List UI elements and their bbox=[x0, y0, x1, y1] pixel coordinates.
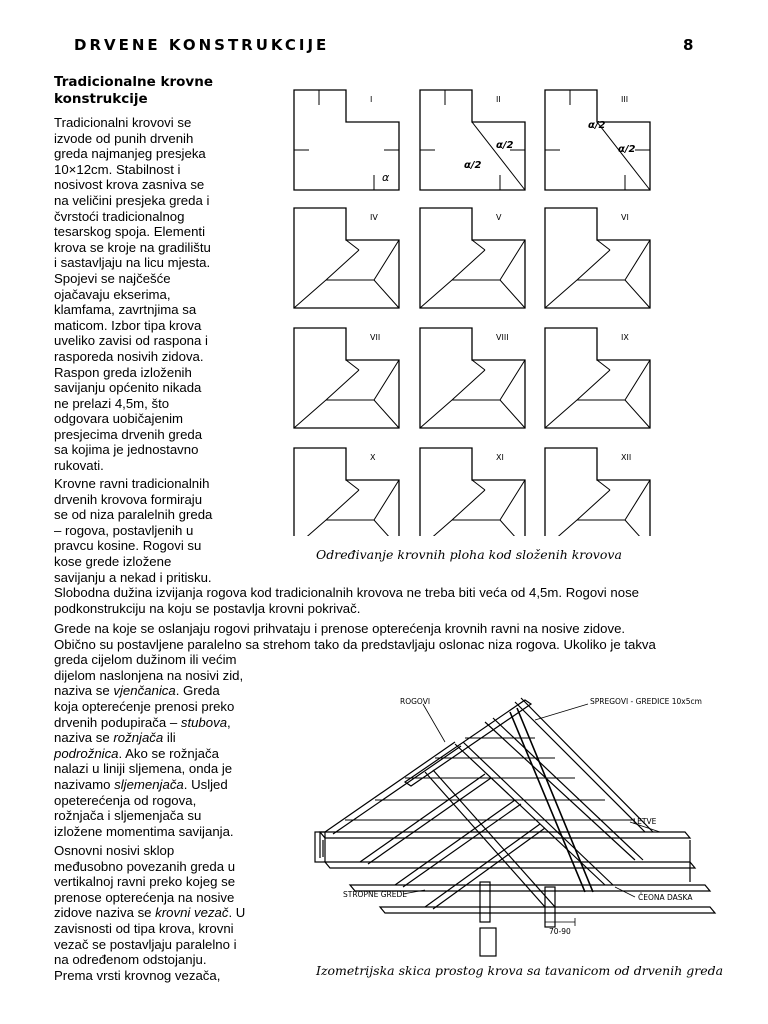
text-line: Spojevi se najčešće bbox=[54, 270, 171, 286]
half-angle-label: α/2 bbox=[464, 160, 482, 171]
hip-lines bbox=[545, 480, 650, 536]
plan-label: VII bbox=[370, 333, 381, 342]
plan-outline bbox=[545, 328, 650, 428]
text-line: savijanju općenito nikada bbox=[54, 380, 202, 396]
text-line: Prema vrsti krovnog vezača, bbox=[54, 967, 221, 983]
text-line: na određenom odstojanju. bbox=[54, 952, 207, 968]
text-line: rasporeda nosivih zidova. bbox=[54, 348, 204, 364]
text-line: Slobodna dužina izvijanja rogova kod tradicionalnih krovova ne treba biti veća od 4,5m. Rogovi nose bbox=[54, 585, 640, 601]
plan-outline bbox=[294, 328, 399, 428]
text-line: maticom. Izbor tipa krova bbox=[54, 317, 202, 333]
plan-outline bbox=[545, 90, 650, 190]
text-line: Krovne ravni tradicionalnih bbox=[54, 476, 210, 491]
plan-label: XII bbox=[621, 453, 632, 462]
roof-plan-V bbox=[420, 208, 525, 308]
plan-outline bbox=[545, 448, 650, 536]
label-rafters: ROGOVI bbox=[400, 697, 431, 706]
section-title: Tradicionalne krovne konstrukcije bbox=[54, 74, 213, 107]
text-line: savijanju a nekad i pritisku. bbox=[54, 569, 212, 585]
valley-line bbox=[597, 240, 610, 250]
text-line: opeterećenja od rogova, bbox=[54, 792, 197, 808]
text-line: podkonstrukciju na koju se postavlja krovni pokrivač. bbox=[54, 600, 361, 616]
text-line: kose grede izložene bbox=[54, 553, 172, 569]
plan-label: IV bbox=[370, 213, 378, 222]
text-line: Obično su postavljene paralelno sa strehom tako da predstavljaju oslonac niza rogova. Ukoliko je takva bbox=[54, 636, 656, 652]
half-angle-label: α/2 bbox=[588, 120, 606, 131]
text-line: krova se kroje na gradilištu bbox=[54, 239, 211, 255]
text-line: presjecima drvenih greda bbox=[54, 426, 203, 442]
text-line: ne prelazi 4,5m, što bbox=[54, 395, 170, 411]
text-line: Grede na koje se oslanjaju rogovi prihvataju i prenose opterećenja krovnih ravni na nosive zidove. bbox=[54, 621, 626, 636]
bisector-line bbox=[597, 122, 650, 190]
valley-line bbox=[472, 480, 485, 490]
text-line: tesarskog spoja. Elementi bbox=[54, 224, 205, 240]
roof-plan-III bbox=[545, 90, 650, 190]
plan-label: X bbox=[370, 453, 376, 462]
text-line: greda najmanjeg presjeka bbox=[54, 146, 206, 162]
label-battens: LETVE bbox=[633, 817, 657, 826]
text-line: vertikalnoj ravni preko kojeg se bbox=[54, 874, 236, 890]
ridge-beam bbox=[405, 700, 531, 786]
text-line: rožnjača i sljemenjača su bbox=[54, 808, 202, 824]
label-dimension: 70-90 bbox=[549, 927, 571, 936]
text-line: pravcu kosine. Rogovi su bbox=[54, 538, 202, 554]
bisector-line bbox=[472, 122, 525, 190]
plan-outline bbox=[420, 328, 525, 428]
roof-plan-XI bbox=[420, 448, 525, 536]
text-line: prenose opterećenja na nosive bbox=[54, 889, 235, 905]
text-line: naziva se rožnjača ili bbox=[54, 730, 176, 746]
paragraph-1 bbox=[54, 115, 254, 474]
plan-outline bbox=[420, 208, 525, 308]
text-line: koja opterećenje prenosi preko bbox=[54, 698, 235, 714]
plan-label: IX bbox=[621, 333, 629, 342]
text-line: podrožnica. Ako se rožnjača bbox=[54, 745, 219, 761]
text-line: vezač se postavljaju paralelno i bbox=[54, 936, 237, 952]
valley-line bbox=[472, 360, 485, 370]
text-line: sa kojima je jednostavno bbox=[54, 442, 199, 458]
plan-outline bbox=[545, 208, 650, 308]
text-line: međusobno povezanih greda u bbox=[54, 858, 236, 874]
text-line: dijelom naslonjena na nosivi zid, bbox=[54, 667, 244, 683]
valley-line bbox=[346, 480, 359, 490]
text-line: nazivamo sljemenjača. Usljed bbox=[54, 776, 228, 792]
plan-outline bbox=[420, 448, 525, 536]
text-line: zidove naziva se krovni vezač. U bbox=[54, 905, 246, 921]
figure-1-caption: Određivanje krovnih ploha kod složenih krovova bbox=[316, 547, 622, 562]
plan-label: VIII bbox=[496, 333, 509, 342]
text-line: nosivost krova zasniva se bbox=[54, 177, 205, 193]
hip-lines bbox=[420, 240, 525, 308]
hip-lines bbox=[420, 360, 525, 428]
roof-plan-XII bbox=[545, 448, 650, 536]
paragraph-4 bbox=[54, 843, 269, 983]
hip-lines bbox=[545, 360, 650, 428]
text-line: greda cijelom dužinom ili većim bbox=[54, 652, 237, 668]
angle-label: α bbox=[382, 171, 390, 184]
text-line: – rogova, postavljenih u bbox=[54, 522, 194, 538]
text-line: naziva se vjenčanica. Greda bbox=[54, 683, 220, 699]
valley-line bbox=[472, 240, 485, 250]
roof-plan-X bbox=[294, 448, 399, 536]
text-line: ojačavaju ekserima, bbox=[54, 286, 171, 302]
label-bracing: SPREGOVI - GREDICE 10x5cm bbox=[590, 697, 702, 706]
text-line: se od niza paralelnih greda bbox=[54, 507, 213, 523]
running-header: DRVENE KONSTRUKCIJE bbox=[74, 36, 330, 54]
hip-lines bbox=[420, 480, 525, 536]
text-line: drvenih podupirača – stubova, bbox=[54, 714, 231, 730]
plan-label: I bbox=[370, 95, 373, 104]
half-angle-label: α/2 bbox=[496, 140, 514, 151]
rafters bbox=[325, 698, 653, 909]
text-line: klamfama, zavrtnjima sa bbox=[54, 302, 197, 318]
roof-plan-VII bbox=[294, 328, 399, 428]
hip-lines bbox=[294, 480, 399, 536]
text-line: izložene momentima savijanja. bbox=[54, 823, 234, 839]
text-line: Tradicionalni krovovi se bbox=[54, 115, 192, 130]
valley-line bbox=[346, 240, 359, 250]
text-line: drvenih krovova formiraju bbox=[54, 491, 203, 507]
hip-lines bbox=[294, 360, 399, 428]
hip-lines bbox=[545, 240, 650, 308]
roof-plan-IX bbox=[545, 328, 650, 428]
label-ceiling-beams: STROPNE GREDE bbox=[343, 890, 407, 899]
plan-label: XI bbox=[496, 453, 504, 462]
plan-label: VI bbox=[621, 213, 629, 222]
isometric-roof-figure bbox=[305, 682, 725, 962]
text-line: izvode od punih drvenih bbox=[54, 130, 194, 146]
roof-plan-IV bbox=[294, 208, 399, 308]
valley-line bbox=[346, 360, 359, 370]
text-line: i sastavljaju na licu mjesta. bbox=[54, 255, 211, 271]
text-line: 10×12cm. Stabilnost i bbox=[54, 161, 181, 177]
text-line: čvrstoći tradicionalnog bbox=[54, 208, 185, 224]
half-angle-label: α/2 bbox=[618, 144, 636, 155]
plan-label: V bbox=[496, 213, 502, 222]
text-line: nalazi u liniji sljemena, onda je bbox=[54, 761, 233, 777]
text-line: Raspon greda izloženih bbox=[54, 364, 192, 380]
text-line: na veličini presjeka greda i bbox=[54, 192, 210, 208]
plan-outline bbox=[294, 208, 399, 308]
text-line: Osnovni nosivi sklop bbox=[54, 843, 175, 858]
text-line: rukovati. bbox=[54, 458, 104, 474]
label-fascia-board: ČEONA DASKA bbox=[638, 893, 693, 902]
figure-2-caption: Izometrijska skica prostog krova sa tavanicom od drvenih greda bbox=[316, 963, 724, 978]
valley-line bbox=[597, 480, 610, 490]
hip-lines bbox=[294, 240, 399, 308]
roof-plan-VIII bbox=[420, 328, 525, 428]
valley-line bbox=[597, 360, 610, 370]
text-line: odgovara uobičajenim bbox=[54, 411, 184, 427]
text-line: uveliko zavisi od raspona i bbox=[54, 333, 208, 349]
plan-label: III bbox=[621, 95, 629, 104]
text-line: zavisnosti od tipa krova, krovni bbox=[54, 920, 234, 936]
roof-plan-VI bbox=[545, 208, 650, 308]
page-number: 8 bbox=[683, 36, 694, 54]
plan-outline bbox=[294, 448, 399, 536]
plan-label: II bbox=[496, 95, 501, 104]
roof-plans-figure bbox=[288, 86, 688, 536]
